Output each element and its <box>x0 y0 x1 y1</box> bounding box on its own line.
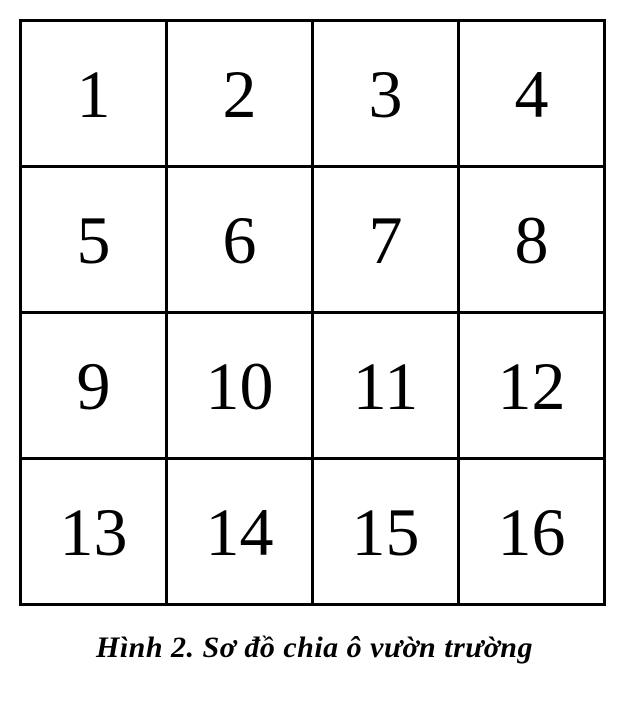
grid-cell-14: 14 <box>167 459 313 605</box>
grid-cell-5: 5 <box>21 167 167 313</box>
grid-row-2 <box>21 167 605 313</box>
grid-cell-6: 6 <box>167 167 313 313</box>
grid-cell-9: 9 <box>21 313 167 459</box>
garden-plot-grid <box>19 19 606 606</box>
figure-caption: Hình 2. Sơ đồ chia ô vườn trường <box>96 631 533 664</box>
garden-plot-figure <box>0 19 629 665</box>
grid-cell-7: 7 <box>313 167 459 313</box>
grid-cell-8: 8 <box>459 167 605 313</box>
grid-row-3 <box>21 313 605 459</box>
grid-row-1 <box>21 21 605 167</box>
grid-row-4 <box>21 459 605 605</box>
grid-cell-1: 1 <box>21 21 167 167</box>
grid-cell-13: 13 <box>21 459 167 605</box>
grid-cell-2: 2 <box>167 21 313 167</box>
grid-cell-3: 3 <box>313 21 459 167</box>
grid-cell-15: 15 <box>313 459 459 605</box>
grid-cell-16: 16 <box>459 459 605 605</box>
grid-cell-12: 12 <box>459 313 605 459</box>
grid-cell-11: 11 <box>313 313 459 459</box>
grid-cell-4: 4 <box>459 21 605 167</box>
grid-cell-10: 10 <box>167 313 313 459</box>
